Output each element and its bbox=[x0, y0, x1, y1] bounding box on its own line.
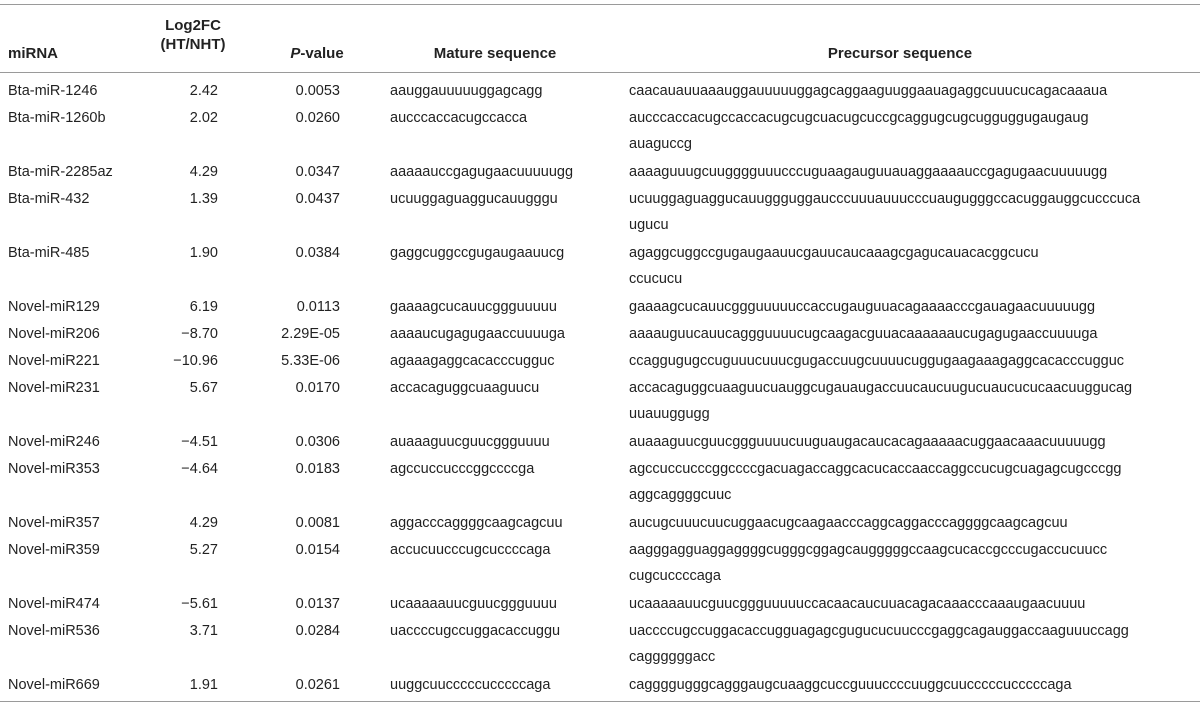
cell-precursor-sequence bbox=[629, 159, 1169, 185]
cell-precursor-sequence bbox=[629, 294, 1169, 320]
header-precursor-sequence: Precursor sequence bbox=[827, 45, 973, 62]
cell-mirna: Novel-miR221 bbox=[8, 353, 100, 369]
cell-precursor-sequence bbox=[629, 672, 1169, 698]
cell-mature-sequence: aauggauuuuuggagcagg bbox=[390, 83, 543, 99]
cell-log2fc: 5.27 bbox=[189, 542, 218, 558]
cell-pvalue: 0.0261 bbox=[295, 677, 340, 693]
cell-mature-sequence: uuggcuucccccucccccaga bbox=[390, 677, 551, 693]
cell-mirna: Novel-miR357 bbox=[8, 515, 100, 531]
cell-mature-sequence: accucuucccugcuccccaga bbox=[390, 542, 551, 558]
cell-mirna: Novel-miR353 bbox=[8, 461, 100, 477]
cell-log2fc: −4.51 bbox=[181, 434, 218, 450]
cell-mature-sequence: accacaguggcuaaguucu bbox=[390, 380, 540, 396]
cell-mirna: Novel-miR129 bbox=[8, 299, 100, 315]
cell-log2fc: −8.70 bbox=[181, 326, 218, 342]
cell-mature-sequence: gaggcuggccgugaugaauucg bbox=[390, 245, 565, 261]
precursor-line: ucuuggaguaggucauuggguggaucccuuuauuucccuaugugggccacuggauggcucccuca bbox=[629, 191, 1141, 207]
precursor-line: agccuccucccggccccgacuagaccaggcacucaccaaccaggccucugcuagagcugcccgg bbox=[629, 461, 1122, 477]
cell-pvalue: 0.0154 bbox=[295, 542, 340, 558]
header-pvalue-suffix: -value bbox=[300, 45, 344, 62]
cell-mature-sequence: ucaaaaauucguucggguuuu bbox=[390, 596, 557, 612]
cell-mature-sequence: aaaaucugagugaaccuuuuga bbox=[390, 326, 565, 342]
header-mirna: miRNA bbox=[8, 45, 59, 62]
cell-pvalue: 0.0113 bbox=[296, 299, 340, 315]
cell-mirna: Bta-miR-2285az bbox=[8, 164, 113, 180]
header-log2fc-line2: (HT/NHT) bbox=[160, 36, 226, 53]
cell-log2fc: 5.67 bbox=[189, 380, 218, 396]
cell-precursor-sequence bbox=[629, 429, 1169, 455]
cell-mirna: Novel-miR474 bbox=[8, 596, 100, 612]
precursor-line: aggcaggggcuuc bbox=[629, 487, 732, 503]
header-mature-sequence: Mature sequence bbox=[433, 45, 557, 62]
cell-log2fc: 2.42 bbox=[189, 83, 218, 99]
cell-pvalue: 0.0170 bbox=[295, 380, 340, 396]
cell-pvalue: 2.29E-05 bbox=[281, 326, 340, 342]
cell-log2fc: 3.71 bbox=[189, 623, 218, 639]
cell-precursor-sequence bbox=[629, 537, 1169, 589]
precursor-line: aaaaguuugcuugggguuucccuguaagauguuauaggaaaauccgagugaacuuuuugg bbox=[629, 164, 1108, 180]
header-pvalue-italic: P bbox=[290, 45, 301, 62]
cell-mirna: Bta-miR-432 bbox=[8, 191, 90, 207]
cell-mature-sequence: agaaagaggcacacccugguc bbox=[390, 353, 555, 369]
precursor-line: aaaauguucauucaggguuuucugcaagacguuacaaaaaaucugagugaaccuuuuga bbox=[629, 326, 1098, 342]
cell-mature-sequence: aggacccaggggcaagcagcuu bbox=[390, 515, 563, 531]
precursor-line: caggggugggcagggaugcuaaggcuccguuuccccuuggcuucccccucccccaga bbox=[629, 677, 1072, 693]
cell-mirna: Novel-miR359 bbox=[8, 542, 100, 558]
cell-mature-sequence: agccuccucccggccccga bbox=[390, 461, 535, 477]
cell-precursor-sequence bbox=[629, 186, 1169, 238]
header-bottom-rule bbox=[0, 72, 1200, 73]
precursor-line: uaccccugccuggacaccugguagagcgugucucuucccgaggcagauggaccaaguuuccagg bbox=[629, 623, 1129, 639]
cell-pvalue: 0.0437 bbox=[295, 191, 340, 207]
cell-log2fc: −4.64 bbox=[181, 461, 218, 477]
cell-pvalue: 0.0284 bbox=[295, 623, 340, 639]
cell-precursor-sequence bbox=[629, 105, 1169, 157]
cell-log2fc: 1.39 bbox=[189, 191, 218, 207]
precursor-line: aucccaccacugccaccacugcugcuacugcuccgcaggugcugcugguggugaugaug bbox=[629, 110, 1089, 126]
precursor-line: aagggagguaggaggggcugggcggagcaugggggccaagcucaccgcccugaccucuucc bbox=[629, 542, 1108, 558]
cell-precursor-sequence bbox=[629, 78, 1169, 104]
precursor-line: cugcuccccaga bbox=[629, 568, 721, 584]
precursor-line: ccucucu bbox=[629, 271, 683, 287]
cell-log2fc: 6.19 bbox=[189, 299, 218, 315]
cell-mature-sequence: auaaaguucguucggguuuu bbox=[390, 434, 550, 450]
cell-log2fc: −10.96 bbox=[173, 353, 218, 369]
cell-mirna: Novel-miR246 bbox=[8, 434, 100, 450]
cell-precursor-sequence bbox=[629, 591, 1169, 617]
table-bottom-rule bbox=[0, 701, 1200, 702]
cell-pvalue: 5.33E-06 bbox=[281, 353, 340, 369]
cell-mature-sequence: aucccaccacugccacca bbox=[390, 110, 528, 126]
header-log2fc bbox=[142, 16, 244, 54]
cell-precursor-sequence bbox=[629, 240, 1169, 292]
precursor-line: gaaaagcucauucggguuuuuccaccugauguuacagaaaacccgauagaacuuuuugg bbox=[629, 299, 1096, 315]
cell-precursor-sequence bbox=[629, 375, 1169, 427]
cell-pvalue: 0.0053 bbox=[295, 83, 340, 99]
cell-mirna: Novel-miR231 bbox=[8, 380, 100, 396]
cell-precursor-sequence bbox=[629, 618, 1169, 670]
cell-mirna: Bta-miR-1246 bbox=[8, 83, 98, 99]
cell-pvalue: 0.0347 bbox=[295, 164, 340, 180]
precursor-line: aucugcuuucuucuggaacugcaagaacccaggcaggacccaggggcaagcagcuu bbox=[629, 515, 1068, 531]
cell-log2fc: 4.29 bbox=[189, 164, 218, 180]
cell-mature-sequence: gaaaagcucauucggguuuuu bbox=[390, 299, 557, 315]
cell-pvalue: 0.0081 bbox=[295, 515, 340, 531]
cell-pvalue: 0.0384 bbox=[295, 245, 340, 261]
cell-log2fc: 1.91 bbox=[189, 677, 218, 693]
cell-mirna: Novel-miR669 bbox=[8, 677, 100, 693]
cell-precursor-sequence bbox=[629, 321, 1169, 347]
cell-precursor-sequence bbox=[629, 348, 1169, 374]
header-log2fc-line1: Log2FC bbox=[165, 17, 221, 34]
precursor-line: caggggggacc bbox=[629, 649, 716, 665]
precursor-line: caacauauuaaauggauuuuuggagcaggaaguuggaauagaggcuuucucagacaaaua bbox=[629, 83, 1108, 99]
cell-mirna: Novel-miR206 bbox=[8, 326, 100, 342]
header-pvalue bbox=[270, 44, 364, 63]
precursor-line: ugucu bbox=[629, 217, 669, 233]
cell-pvalue: 0.0183 bbox=[295, 461, 340, 477]
precursor-line: ccaggugugccuguuucuuucgugaccuugcuuuucuggugaagaaagaggcacacccugguc bbox=[629, 353, 1125, 369]
cell-log2fc: 4.29 bbox=[189, 515, 218, 531]
cell-precursor-sequence bbox=[629, 510, 1169, 536]
cell-pvalue: 0.0137 bbox=[295, 596, 340, 612]
precursor-line: agaggcuggccgugaugaauucgauucaucaaagcgagucauacacggcucu bbox=[629, 245, 1039, 261]
precursor-line: auaaaguucguucggguuuucuuguaugacaucacagaaaaacuggaacaaacuuuuugg bbox=[629, 434, 1106, 450]
cell-pvalue: 0.0260 bbox=[295, 110, 340, 126]
cell-mirna: Bta-miR-1260b bbox=[8, 110, 106, 126]
precursor-line: accacaguggcuaaguucuauggcugauaugaccuucaucuugucuaucucucaacuuggucag bbox=[629, 380, 1133, 396]
cell-mature-sequence: uaccccugccuggacaccuggu bbox=[390, 623, 561, 639]
cell-pvalue: 0.0306 bbox=[295, 434, 340, 450]
cell-mirna: Novel-miR536 bbox=[8, 623, 100, 639]
cell-mature-sequence: ucuuggaguaggucauugggu bbox=[390, 191, 558, 207]
cell-mirna: Bta-miR-485 bbox=[8, 245, 90, 261]
precursor-line: uuauuggugg bbox=[629, 406, 710, 422]
precursor-line: ucaaaaauucguucggguuuuuccacaacaucuuacagacaaacccaaaugaacuuuu bbox=[629, 596, 1086, 612]
cell-log2fc: −5.61 bbox=[181, 596, 218, 612]
cell-precursor-sequence bbox=[629, 456, 1169, 508]
precursor-line: auaguccg bbox=[629, 136, 692, 152]
cell-log2fc: 2.02 bbox=[189, 110, 218, 126]
cell-log2fc: 1.90 bbox=[189, 245, 218, 261]
table-header bbox=[0, 4, 1200, 72]
cell-mature-sequence: aaaaauccgagugaacuuuuugg bbox=[390, 164, 574, 180]
